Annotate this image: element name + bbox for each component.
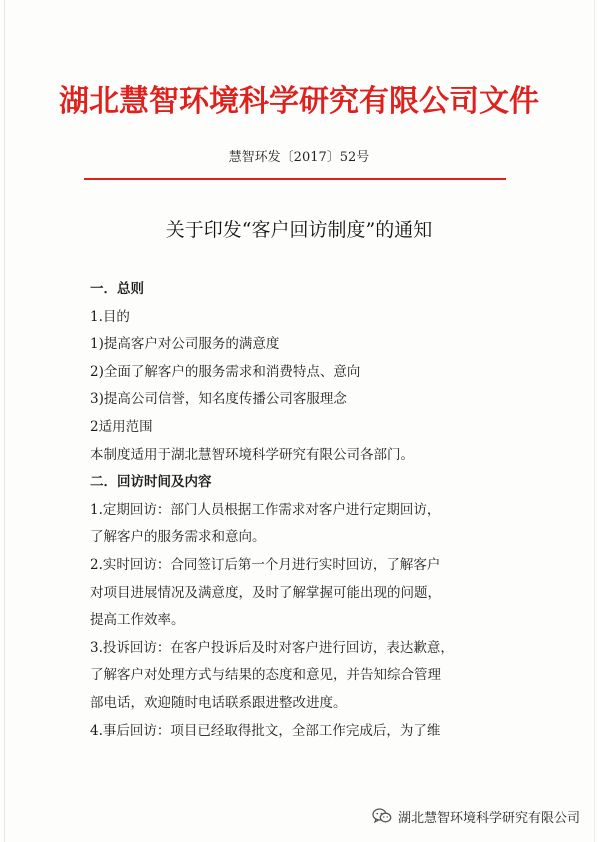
section-heading-visit-time: 二．回访时间及内容 — [90, 474, 212, 491]
header-red-rule — [84, 178, 506, 180]
body-line: 了解客户对处理方式与结果的态度和意见，并告知综合管理 — [90, 667, 441, 684]
document-body — [90, 276, 520, 745]
body-line: 3.投诉回访：在客户投诉后及时对客户进行回访，表达歉意， — [90, 639, 454, 656]
body-line: 2适用范围 — [90, 418, 153, 435]
notice-title: 关于印发“客户回访制度”的通知 — [165, 219, 433, 241]
body-line: 2)全面了解客户的服务需求和消费特点、意向 — [90, 363, 361, 380]
body-line: 1.目的 — [90, 308, 130, 325]
body-line: 3)提高公司信誉，知名度传播公司客服理念 — [90, 391, 347, 408]
body-line: 1)提高客户对公司服务的满意度 — [90, 336, 280, 353]
page-edge-right — [594, 0, 595, 842]
body-line: 2.实时回访：合同签订后第一个月进行实时回访，了解客户 — [90, 556, 441, 573]
body-line: 部电话，欢迎随时电话联系跟进整改进度。 — [90, 694, 347, 711]
body-line: 1.定期回访：部门人员根据工作需求对客户进行定期回访， — [90, 501, 441, 518]
body-line: 提高工作效率。 — [90, 612, 185, 629]
body-line: 了解客户的服务需求和意向。 — [90, 529, 266, 546]
wechat-account-watermark — [372, 804, 580, 828]
body-line: 本制度适用于湖北慧智环境科学研究有限公司各部门。 — [90, 446, 414, 463]
section-heading-general: 一．总则 — [90, 281, 144, 297]
wechat-icon — [372, 808, 392, 824]
document-number: 慧智环发〔2017〕52号 — [228, 150, 370, 165]
page-edge-left — [4, 0, 5, 842]
wechat-account-name: 湖北慧智环境科学研究有限公司 — [397, 810, 580, 826]
body-line: 对项目进展情况及满意度，及时了解掌握可能出现的问题， — [90, 584, 441, 601]
body-line: 4.事后回访：项目已经取得批文，全部工作完成后，为了维 — [90, 722, 441, 739]
document-header-title: 湖北慧智环境科学研究有限公司文件 — [59, 84, 539, 119]
